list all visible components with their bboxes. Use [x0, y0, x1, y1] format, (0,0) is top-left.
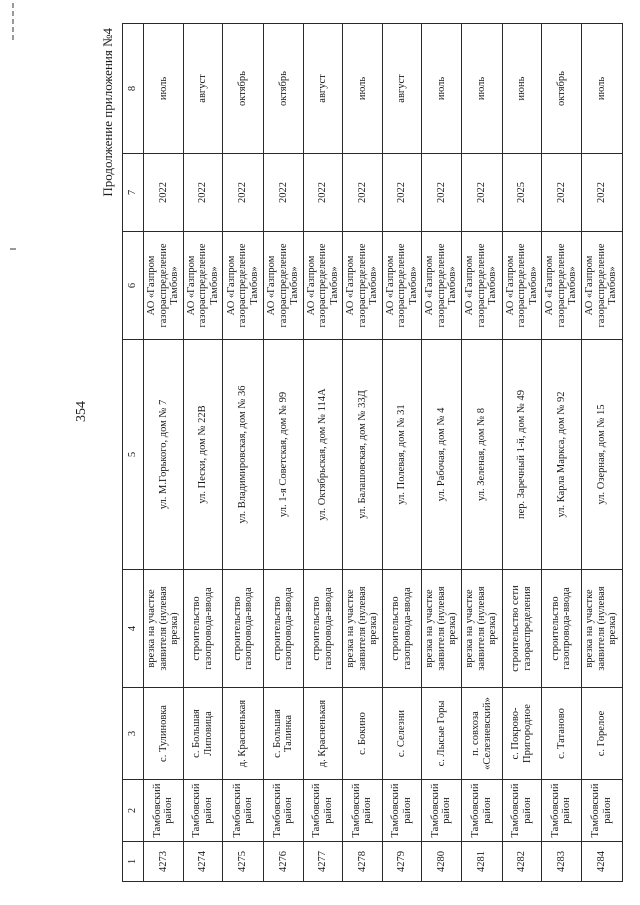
month-cell: октябрь	[223, 24, 264, 154]
year-cell: 2022	[382, 154, 422, 232]
district-cell: Тамбовский район	[422, 780, 462, 842]
appendix-continuation-heading: Продолжение приложения №4	[100, 28, 115, 197]
settlement-cell: с. Горелое	[581, 688, 622, 780]
address-cell: ул. М.Горького, дом № 7	[144, 340, 184, 570]
work-type-cell: строительство газопровода-ввода	[382, 570, 422, 688]
settlement-cell: с. Лысые Горы	[422, 688, 462, 780]
work-type-cell: строительство газопровода-ввода	[264, 570, 304, 688]
column-number: 8	[123, 24, 144, 154]
work-type-cell: строительство газопровода-ввода	[542, 570, 582, 688]
address-cell: ул. Рабочая, дом № 4	[422, 340, 462, 570]
address-cell: ул. Озерная, дом № 15	[581, 340, 622, 570]
year-cell: 2022	[422, 154, 462, 232]
address-cell: ул. Карла Маркса, дом № 92	[542, 340, 582, 570]
district-cell: Тамбовский район	[183, 780, 223, 842]
month-cell: август	[303, 24, 343, 154]
row-number: 4280	[422, 842, 462, 882]
organization-cell: АО «Газпром газораспределение Тамбов»	[422, 232, 462, 340]
address-cell: ул. 1-я Советская, дом № 99	[264, 340, 304, 570]
year-cell: 2022	[144, 154, 184, 232]
organization-cell: АО «Газпром газораспределение Тамбов»	[382, 232, 422, 340]
settlement-cell: с. Бокино	[343, 688, 383, 780]
district-cell: Тамбовский район	[581, 780, 622, 842]
table-row	[581, 24, 622, 882]
row-number: 4284	[581, 842, 622, 882]
year-cell: 2022	[223, 154, 264, 232]
address-cell: ул. Пески, дом № 22В	[183, 340, 223, 570]
work-type-cell: строительство газопровода-ввода	[303, 570, 343, 688]
scan-artifact	[12, 0, 18, 50]
table-row	[502, 24, 542, 882]
scan-artifact	[10, 248, 16, 250]
table-row	[382, 24, 422, 882]
settlement-cell: с. Большая Талинка	[264, 688, 304, 780]
month-cell: октябрь	[542, 24, 582, 154]
table-row	[461, 24, 502, 882]
settlement-cell: с. Тулиновка	[144, 688, 184, 780]
table-row	[343, 24, 383, 882]
row-number: 4273	[144, 842, 184, 882]
table-row	[303, 24, 343, 882]
table-row	[144, 24, 184, 882]
rotated-sheet	[70, 22, 619, 882]
organization-cell: АО «Газпром газораспределение Тамбов»	[542, 232, 582, 340]
work-type-cell: врезка на участке заявителя (нулевая врезка)	[581, 570, 622, 688]
organization-cell: АО «Газпром газораспределение Тамбов»	[264, 232, 304, 340]
row-number: 4283	[542, 842, 582, 882]
year-cell: 2022	[183, 154, 223, 232]
column-number: 5	[123, 340, 144, 570]
district-cell: Тамбовский район	[144, 780, 184, 842]
work-type-cell: врезка на участке заявителя (нулевая врезка)	[461, 570, 502, 688]
settlement-cell: д. Красненькая	[223, 688, 264, 780]
work-type-cell: врезка на участке заявителя (нулевая врезка)	[343, 570, 383, 688]
address-cell: пер. Заречный 1-й, дом № 49	[502, 340, 542, 570]
year-cell: 2022	[581, 154, 622, 232]
column-number: 1	[123, 842, 144, 882]
settlement-cell: д. Красненькая	[303, 688, 343, 780]
month-cell: июль	[343, 24, 383, 154]
work-type-cell: строительство газопровода-ввода	[223, 570, 264, 688]
table-row	[542, 24, 582, 882]
district-cell: Тамбовский район	[223, 780, 264, 842]
month-cell: август	[183, 24, 223, 154]
year-cell: 2022	[303, 154, 343, 232]
column-number-row	[123, 24, 144, 882]
row-number: 4282	[502, 842, 542, 882]
column-number: 2	[123, 780, 144, 842]
address-cell: ул. Полевая, дом № 31	[382, 340, 422, 570]
row-number: 4275	[223, 842, 264, 882]
month-cell: август	[382, 24, 422, 154]
work-type-cell: врезка на участке заявителя (нулевая врезка)	[144, 570, 184, 688]
row-number: 4274	[183, 842, 223, 882]
column-number: 7	[123, 154, 144, 232]
column-number: 6	[123, 232, 144, 340]
work-type-cell: строительство сети газораспределения	[502, 570, 542, 688]
gasification-table	[122, 23, 623, 882]
month-cell: июль	[422, 24, 462, 154]
month-cell: июль	[144, 24, 184, 154]
table-row	[183, 24, 223, 882]
row-number: 4281	[461, 842, 502, 882]
district-cell: Тамбовский район	[542, 780, 582, 842]
organization-cell: АО «Газпром газораспределение Тамбов»	[461, 232, 502, 340]
district-cell: Тамбовский район	[264, 780, 304, 842]
address-cell: ул. Владимировская, дом № 36	[223, 340, 264, 570]
row-number: 4278	[343, 842, 383, 882]
year-cell: 2022	[461, 154, 502, 232]
district-cell: Тамбовский район	[343, 780, 383, 842]
settlement-cell: с. Татаново	[542, 688, 582, 780]
organization-cell: АО «Газпром газораспределение Тамбов»	[223, 232, 264, 340]
month-cell: октябрь	[264, 24, 304, 154]
year-cell: 2025	[502, 154, 542, 232]
organization-cell: АО «Газпром газораспределение Тамбов»	[144, 232, 184, 340]
district-cell: Тамбовский район	[303, 780, 343, 842]
work-type-cell: строительство газопровода-ввода	[183, 570, 223, 688]
month-cell: июль	[461, 24, 502, 154]
settlement-cell: п. совхоза «Селезневский»	[461, 688, 502, 780]
address-cell: ул. Октябрьская, дом № 114А	[303, 340, 343, 570]
row-number: 4277	[303, 842, 343, 882]
row-number: 4279	[382, 842, 422, 882]
year-cell: 2022	[343, 154, 383, 232]
district-cell: Тамбовский район	[382, 780, 422, 842]
organization-cell: АО «Газпром газораспределение Тамбов»	[343, 232, 383, 340]
settlement-cell: с. Селезни	[382, 688, 422, 780]
work-type-cell: врезка на участке заявителя (нулевая врезка)	[422, 570, 462, 688]
column-number: 4	[123, 570, 144, 688]
table-row	[223, 24, 264, 882]
table-row	[264, 24, 304, 882]
table-row	[422, 24, 462, 882]
month-cell: июнь	[502, 24, 542, 154]
organization-cell: АО «Газпром газораспределение Тамбов»	[303, 232, 343, 340]
organization-cell: АО «Газпром газораспределение Тамбов»	[581, 232, 622, 340]
address-cell: ул. Зеленая, дом № 8	[461, 340, 502, 570]
year-cell: 2022	[542, 154, 582, 232]
settlement-cell: с. Большая Липовица	[183, 688, 223, 780]
month-cell: июль	[581, 24, 622, 154]
district-cell: Тамбовский район	[502, 780, 542, 842]
district-cell: Тамбовский район	[461, 780, 502, 842]
settlement-cell: с. Покрово-Пригородное	[502, 688, 542, 780]
year-cell: 2022	[264, 154, 304, 232]
row-number: 4276	[264, 842, 304, 882]
organization-cell: АО «Газпром газораспределение Тамбов»	[502, 232, 542, 340]
column-number: 3	[123, 688, 144, 780]
organization-cell: АО «Газпром газораспределение Тамбов»	[183, 232, 223, 340]
address-cell: ул. Балашовская, дом № 33Д	[343, 340, 383, 570]
page-number: 354	[74, 401, 89, 422]
